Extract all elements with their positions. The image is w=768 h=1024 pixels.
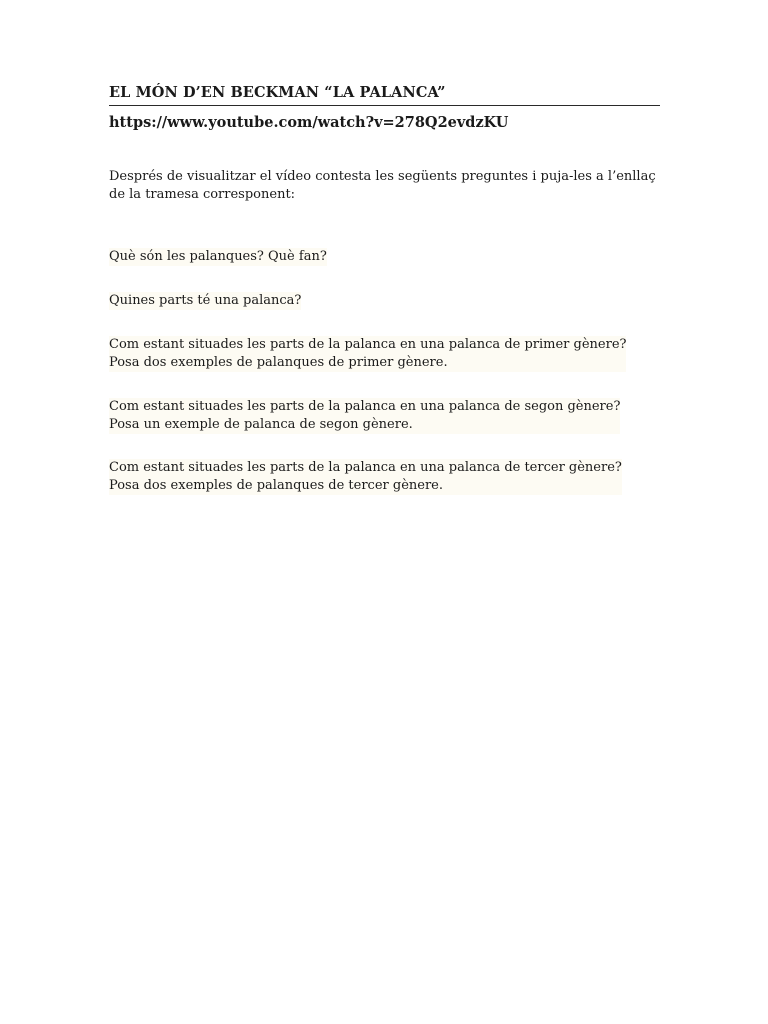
question-line: Posa dos exemples de palanques de primer gènere. xyxy=(109,354,626,372)
question-line: Què són les palanques? Què fan? xyxy=(109,249,327,264)
question-line: Posa un exemple de palanca de segon gènere. xyxy=(109,416,620,434)
question-3 xyxy=(109,336,626,372)
question-line: Quines parts té una palanca? xyxy=(109,293,302,308)
question-line: Com estant situades les parts de la palanca en una palanca de segon gènere? xyxy=(109,399,621,414)
youtube-link[interactable]: https://www.youtube.com/watch?v=278Q2evdzKU xyxy=(109,114,509,131)
question-2 xyxy=(109,292,301,310)
question-5 xyxy=(109,459,622,495)
title-underline xyxy=(109,105,660,106)
question-4 xyxy=(109,398,620,434)
question-1 xyxy=(109,248,327,266)
intro-line: de la tramesa corresponent: xyxy=(109,187,296,202)
question-line: Com estant situades les parts de la palanca en una palanca de tercer gènere? xyxy=(109,460,622,475)
document-title: EL MÓN D’EN BECKMAN “LA PALANCA” xyxy=(109,84,446,101)
question-line: Com estant situades les parts de la palanca en una palanca de primer gènere? xyxy=(109,337,627,352)
intro-paragraph xyxy=(109,168,656,204)
intro-line: Després de visualitzar el vídeo contesta les següents preguntes i puja-les a l’enllaç xyxy=(109,169,656,184)
question-line: Posa dos exemples de palanques de tercer gènere. xyxy=(109,477,622,495)
